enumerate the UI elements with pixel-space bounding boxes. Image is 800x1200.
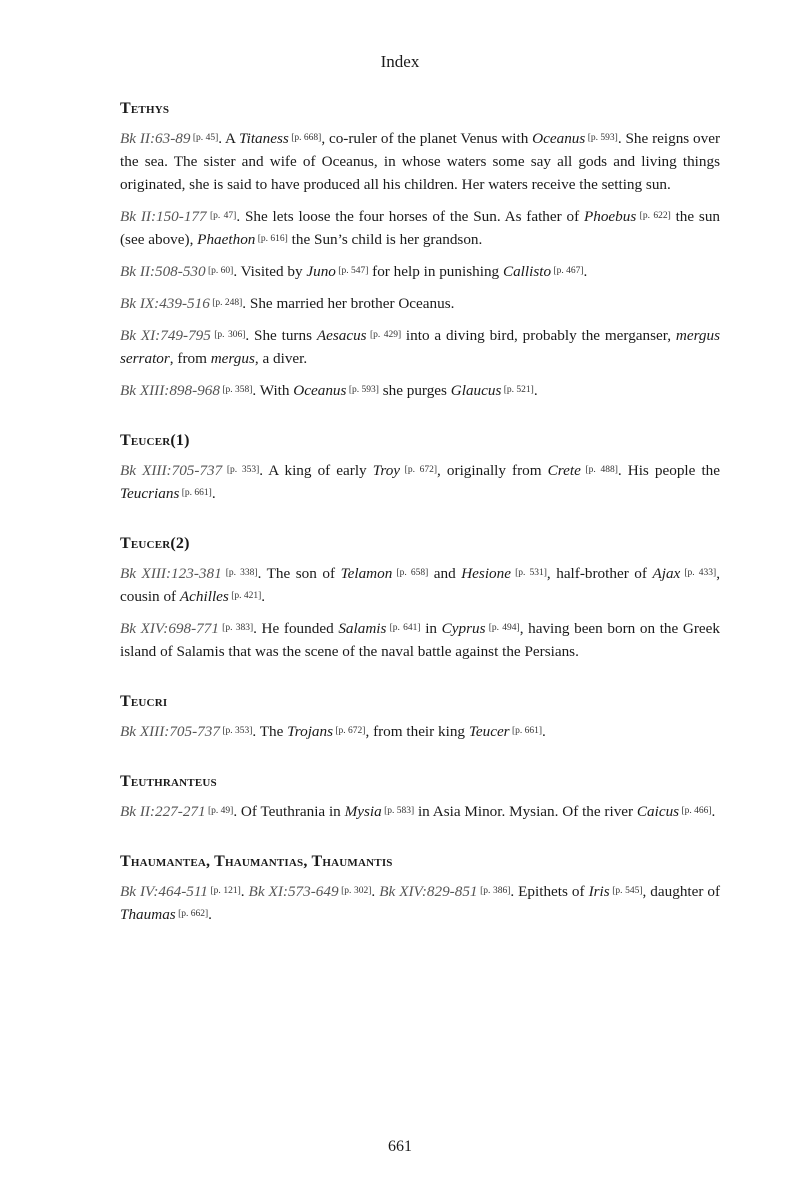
book-reference-link[interactable]: Bk XIII:705-737 xyxy=(120,723,220,740)
page-reference: [p. 386] xyxy=(477,886,511,896)
entry-text: . xyxy=(240,883,249,900)
entry-text: and xyxy=(428,565,462,582)
entry-heading: Teucer(1) xyxy=(120,432,190,449)
entry-text: , co-ruler of the planet Venus with xyxy=(321,130,533,147)
entry-paragraph xyxy=(120,800,720,823)
entry-text: , daughter of xyxy=(642,883,721,900)
page-number: 661 xyxy=(388,1138,412,1155)
entry-text: . She turns xyxy=(245,327,317,344)
page-reference: [p. 306] xyxy=(210,330,246,340)
book-reference-link[interactable]: Bk IX:439-516 xyxy=(120,295,210,312)
book-reference-link[interactable]: Bk II:508-530 xyxy=(120,263,206,280)
page-reference: [p. 353] xyxy=(219,726,253,736)
cross-reference-link[interactable]: Glaucus xyxy=(450,382,502,399)
page-reference: [p. 672] xyxy=(400,465,438,475)
cross-reference-link[interactable]: Oceanus xyxy=(293,382,347,399)
entry-paragraph xyxy=(120,260,720,283)
cross-reference-link[interactable]: Iris xyxy=(588,883,610,900)
page-reference: [p. 616] xyxy=(255,234,288,244)
page-reference: [p. 545] xyxy=(609,886,643,896)
entry-text: . xyxy=(261,588,266,605)
entry-text: in Asia Minor. Mysian. Of the river xyxy=(414,803,637,820)
entry-text: . She reigns over the sea. The sister and wife of Oceanus, in whose waters some say all gods and living things originated, she is said to have produced all his children. Her waters receive the setting sun. xyxy=(120,130,721,193)
cross-reference-link[interactable]: Oceanus xyxy=(532,130,586,147)
page-reference: [p. 531] xyxy=(511,568,547,578)
book-reference-link[interactable]: Bk II:227-271 xyxy=(120,803,206,820)
book-reference-link[interactable]: Bk XIV:698-771 xyxy=(120,620,219,637)
page-reference: [p. 60] xyxy=(205,266,234,276)
entry-text: , originally from xyxy=(437,462,548,479)
page-reference: [p. 658] xyxy=(392,568,429,578)
page-reference: [p. 121] xyxy=(207,886,241,896)
entry-paragraph xyxy=(120,324,720,370)
entry-text: . She lets loose the four horses of the Sun. As father of xyxy=(236,208,584,225)
entry-heading: Tethys xyxy=(120,100,170,117)
entry-text: . The son of xyxy=(257,565,341,582)
book-reference-link[interactable]: Bk II:63-89 xyxy=(120,130,191,147)
entry-text: . xyxy=(208,906,212,923)
cross-reference-link[interactable]: Telamon xyxy=(340,565,393,582)
page-reference: [p. 47] xyxy=(206,211,237,221)
entry-text: , having been born on the Greek island of Salamis that was the scene of the naval battle against the Persians. xyxy=(120,620,721,660)
entry-text: , half-brother of xyxy=(546,565,653,582)
entry-text: , from xyxy=(169,350,211,367)
index-entry xyxy=(120,853,720,926)
book-reference-link[interactable]: Bk IV:464-511 xyxy=(120,883,208,900)
page-reference: [p. 358] xyxy=(219,385,253,395)
index-content xyxy=(120,100,720,956)
entry-text: . A king of early xyxy=(259,462,373,479)
book-reference-link[interactable]: Bk XIV:829-851 xyxy=(379,883,478,900)
entry-text: she purges xyxy=(378,382,451,399)
page-reference: [p. 421] xyxy=(228,591,262,601)
page-reference: [p. 622] xyxy=(636,211,671,221)
entry-text: . Epithets of xyxy=(510,883,589,900)
entry-text: . Visited by xyxy=(233,263,307,280)
entry-text: . The xyxy=(252,723,288,740)
entry-text: . xyxy=(533,382,538,399)
entry-text: for help in punishing xyxy=(368,263,503,280)
entry-text: , a diver. xyxy=(254,350,308,367)
cross-reference-link[interactable]: mergus serrator xyxy=(120,327,721,367)
cross-reference-link[interactable]: Troy xyxy=(372,462,401,479)
cross-reference-link[interactable]: Ajax xyxy=(652,565,681,582)
cross-reference-link[interactable]: Achilles xyxy=(179,588,229,605)
page-reference: [p. 383] xyxy=(218,623,254,633)
book-reference-link[interactable]: Bk II:150-177 xyxy=(120,208,207,225)
entry-text: . A xyxy=(218,130,239,147)
cross-reference-link[interactable]: Teucer xyxy=(468,723,510,740)
page-reference: [p. 467] xyxy=(551,266,584,276)
entry-text: into a diving bird, probably the merganser, xyxy=(401,327,676,344)
entry-text: the Sun’s child is her grandson. xyxy=(287,231,483,248)
page-reference: [p. 488] xyxy=(580,465,618,475)
cross-reference-link[interactable]: mergus xyxy=(210,350,255,367)
entry-paragraph xyxy=(120,562,720,608)
entry-text: . He founded xyxy=(253,620,339,637)
cross-reference-link[interactable]: Hesione xyxy=(461,565,511,582)
page-reference: [p. 583] xyxy=(381,806,415,816)
page-header-title: Index xyxy=(380,52,420,71)
cross-reference-link[interactable]: Phoebus xyxy=(583,208,637,225)
entry-text: . She married her brother Oceanus. xyxy=(242,295,455,312)
cross-reference-link[interactable]: Caicus xyxy=(636,803,680,820)
cross-reference-link[interactable]: Juno xyxy=(306,263,336,280)
index-entry xyxy=(120,773,720,823)
page-reference: [p. 521] xyxy=(501,385,534,395)
page-reference: [p. 49] xyxy=(205,806,234,816)
cross-reference-link[interactable]: Cyprus xyxy=(441,620,486,637)
entry-paragraph xyxy=(120,292,720,315)
entry-paragraph xyxy=(120,379,720,402)
cross-reference-link[interactable]: Mysia xyxy=(344,803,382,820)
entry-text: the sun (see above), xyxy=(120,208,721,248)
index-entry xyxy=(120,693,720,743)
index-entry xyxy=(120,432,720,505)
entry-paragraph xyxy=(120,127,720,196)
page-reference: [p. 429] xyxy=(366,330,402,340)
page-reference: [p. 593] xyxy=(585,133,618,143)
page-reference: [p. 668] xyxy=(288,133,322,143)
entry-text: . xyxy=(371,883,380,900)
page-reference: [p. 641] xyxy=(386,623,421,633)
entry-paragraph xyxy=(120,880,720,926)
index-entry xyxy=(120,100,720,402)
page-reference: [p. 672] xyxy=(333,726,366,736)
entry-text: . His people the xyxy=(617,462,721,479)
book-reference-link[interactable]: Bk XI:749-795 xyxy=(120,327,211,344)
entry-heading: Teucri xyxy=(120,693,168,710)
entry-text: . xyxy=(211,485,216,502)
entry-paragraph xyxy=(120,720,720,743)
book-reference-link[interactable]: Bk XIII:123-381 xyxy=(120,565,222,582)
cross-reference-link[interactable]: Crete xyxy=(547,462,581,479)
entry-text: , cousin of xyxy=(120,565,720,605)
cross-reference-link[interactable]: Aesacus xyxy=(316,327,367,344)
page-reference: [p. 338] xyxy=(221,568,258,578)
page-reference: [p. 593] xyxy=(346,385,379,395)
entry-paragraph xyxy=(120,459,720,505)
entry-text: . With xyxy=(252,382,294,399)
cross-reference-link[interactable]: Thaumas xyxy=(120,906,176,923)
entry-paragraph xyxy=(120,617,720,663)
page-reference: [p. 248] xyxy=(209,298,243,308)
page-reference: [p. 661] xyxy=(509,726,543,736)
entry-paragraph xyxy=(120,205,720,251)
cross-reference-link[interactable]: Callisto xyxy=(502,263,552,280)
page-reference: [p. 494] xyxy=(485,623,520,633)
index-entry xyxy=(120,535,720,663)
cross-reference-link[interactable]: Teucrians xyxy=(120,485,180,502)
entry-heading: Thaumantea, Thaumantias, Thaumantis xyxy=(120,853,393,870)
page-reference: [p. 302] xyxy=(338,886,372,896)
entry-text: . Of Teuthrania in xyxy=(233,803,345,820)
book-reference-link[interactable]: Bk XIII:705-737 xyxy=(120,462,223,479)
cross-reference-link[interactable]: Salamis xyxy=(338,620,387,637)
entry-text: in xyxy=(420,620,442,637)
cross-reference-link[interactable]: Titaness xyxy=(239,130,289,147)
entry-text: . xyxy=(711,803,716,820)
page-reference: [p. 45] xyxy=(190,133,219,143)
book-reference-link[interactable]: Bk XI:573-649 xyxy=(248,883,339,900)
page-reference: [p. 547] xyxy=(335,266,369,276)
book-reference-link[interactable]: Bk XIII:898-968 xyxy=(120,382,220,399)
page-reference: [p. 466] xyxy=(679,806,712,816)
cross-reference-link[interactable]: Phaethon xyxy=(197,231,256,248)
entry-text: . xyxy=(583,263,588,280)
entry-heading: Teuthranteus xyxy=(120,773,217,790)
page-reference: [p. 433] xyxy=(680,568,717,578)
page-reference: [p. 662] xyxy=(175,909,209,919)
page-reference: [p. 661] xyxy=(179,488,212,498)
entry-heading: Teucer(2) xyxy=(120,535,190,552)
cross-reference-link[interactable]: Trojans xyxy=(287,723,334,740)
page-reference: [p. 353] xyxy=(222,465,260,475)
entry-text: . xyxy=(542,723,546,740)
entry-text: , from their king xyxy=(365,723,469,740)
